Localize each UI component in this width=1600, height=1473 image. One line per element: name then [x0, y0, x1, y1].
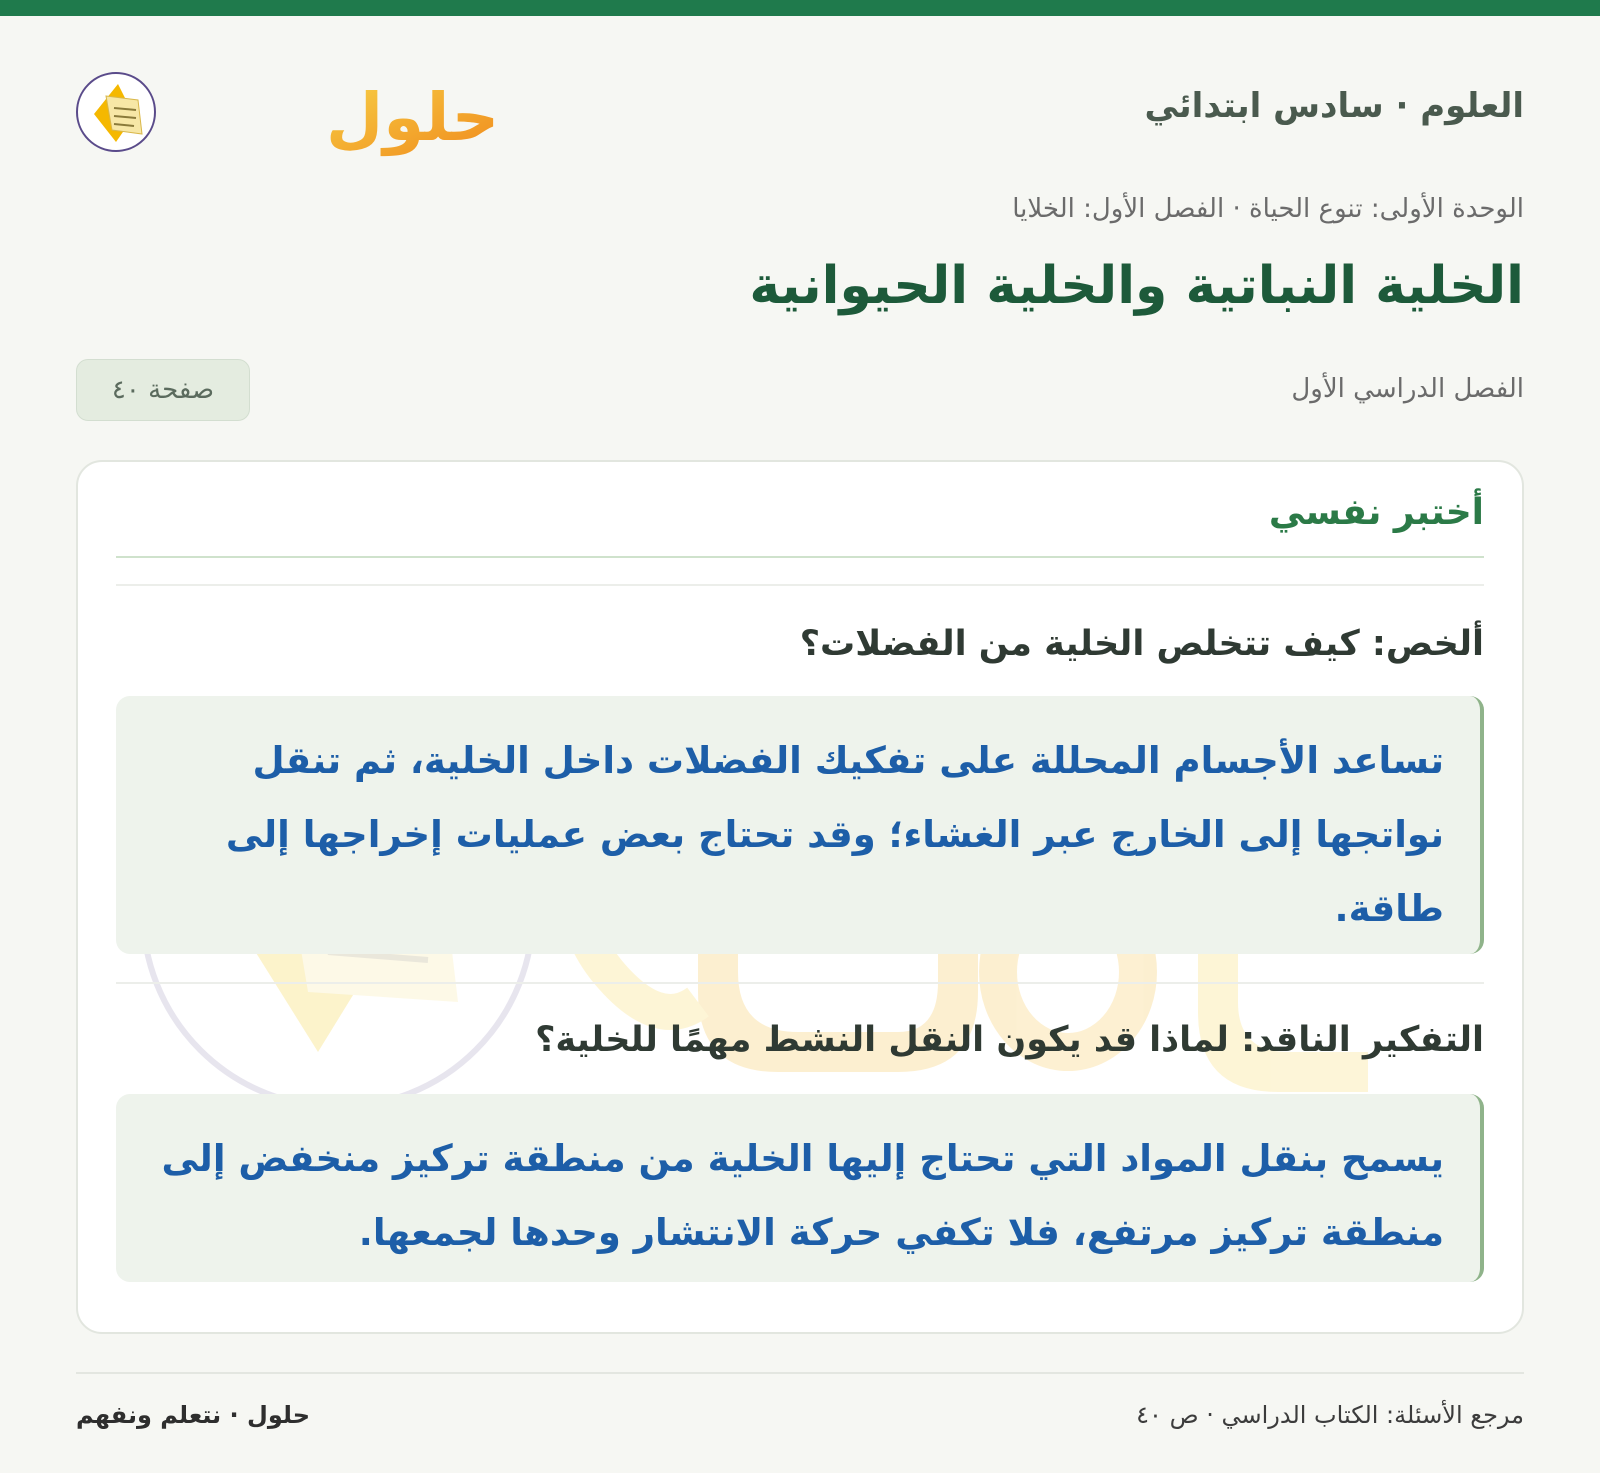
top-accent-bar — [0, 0, 1600, 16]
footer-divider — [76, 1372, 1524, 1374]
page-title: الخلية النباتية والخلية الحيوانية — [749, 256, 1524, 316]
heading-divider — [116, 556, 1484, 558]
self-test-card — [76, 460, 1524, 1334]
breadcrumb: الوحدة الأولى: تنوع الحياة · الفصل الأول: الخلايا — [1012, 194, 1524, 224]
hulul-logo[interactable] — [76, 56, 500, 166]
page — [76, 16, 1524, 1429]
section-divider — [116, 584, 1484, 586]
footer-reference: مرجع الأسئلة: الكتاب الدراسي · ص ٤٠ — [1136, 1401, 1524, 1429]
subject-title: العلوم · سادس ابتدائي — [1144, 86, 1524, 126]
question-2: التفكير الناقد: لماذا قد يكون النقل النشط مهمًا للخلية؟ — [535, 1020, 1484, 1060]
answer-1: تساعد الأجسام المحللة على تفكيك الفضلات داخل الخلية، ثم تنقل نواتجها إلى الخارج عبر الغشاء؛ وقد تحتاج بعض عمليات إخراجها إلى طاقة. — [116, 696, 1484, 954]
question-1: ألخص: كيف تتخلص الخلية من الفضلات؟ — [799, 624, 1484, 664]
section-divider — [116, 982, 1484, 984]
footer-brand: حلول · نتعلم ونفهم — [76, 1401, 310, 1429]
svg-text:حلول: حلول — [326, 79, 500, 156]
semester-label: الفصل الدراسي الأول — [1291, 374, 1524, 404]
page-header — [76, 16, 1524, 166]
page-number-badge: صفحة ٤٠ — [76, 359, 250, 421]
answer-2: يسمح بنقل المواد التي تحتاج إليها الخلية من منطقة تركيز منخفض إلى منطقة تركيز مرتفع، فلا تكفي حركة الانتشار وحدها لجمعها. — [116, 1094, 1484, 1282]
card-heading: أختبر نفسي — [1268, 492, 1484, 533]
hulul-logo-icon — [76, 56, 500, 166]
